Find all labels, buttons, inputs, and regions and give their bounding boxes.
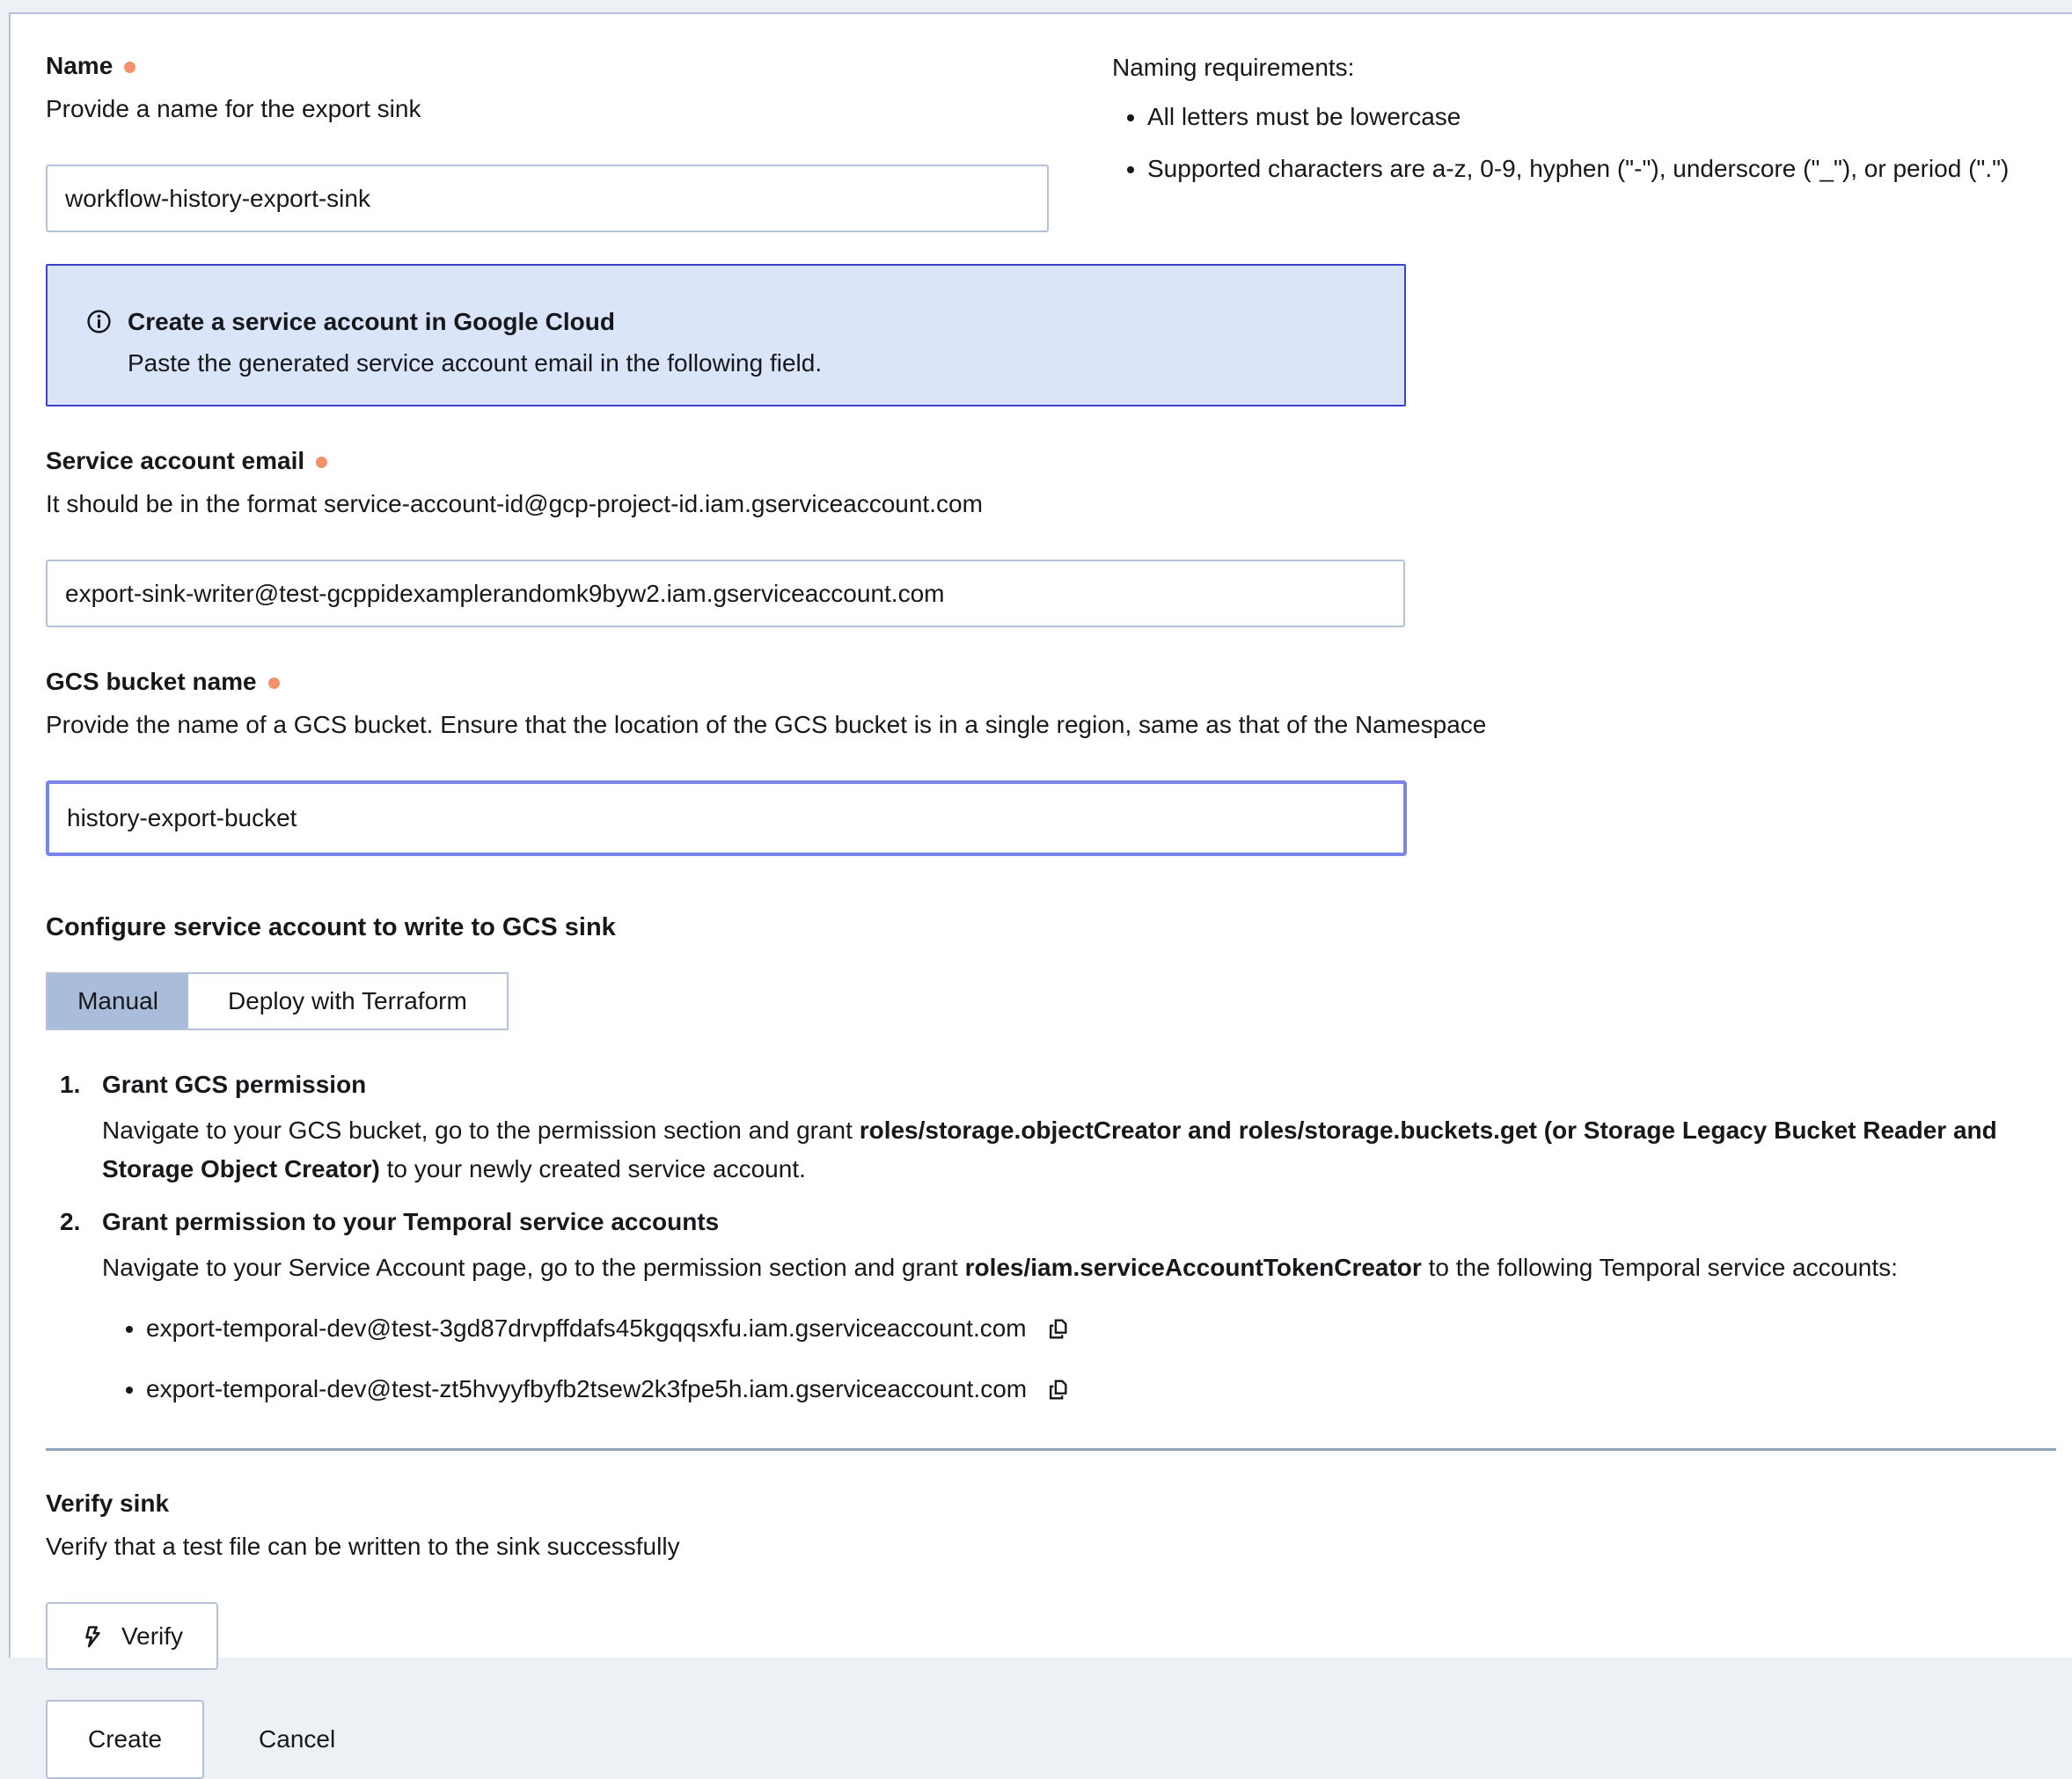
section-divider <box>46 1448 2056 1451</box>
naming-requirements-list <box>1112 102 2009 184</box>
copy-account-email-button[interactable] <box>1046 1378 1070 1402</box>
name-description: Provide a name for the export sink <box>46 95 421 122</box>
verify-sink-title: Verify sink <box>46 1490 170 1517</box>
service-account-field-group <box>46 446 2046 627</box>
service-account-description: It should be in the format service-account-id@gcp-project-id.iam.gserviceaccount.com <box>46 490 983 517</box>
naming-requirement-item: • Supported characters are a-z, 0-9, hyphen ("-"), underscore ("_"), or period (".") <box>1147 154 2009 184</box>
service-account-label <box>46 446 2046 476</box>
name-field-group <box>46 51 1058 232</box>
name-label <box>46 51 1058 81</box>
bucket-label <box>46 667 2046 697</box>
info-banner-title: Create a service account in Google Cloud <box>128 308 615 335</box>
step-number: 1. <box>60 1071 81 1098</box>
export-sink-form-panel <box>9 12 2072 1753</box>
step-body-text: to your newly created service account. <box>379 1155 806 1182</box>
step-number: 2. <box>60 1208 81 1235</box>
step-body <box>102 1248 2038 1287</box>
name-and-requirements-row <box>46 51 2046 232</box>
cancel-button[interactable]: Cancel <box>259 1725 336 1753</box>
info-banner-content <box>128 307 822 378</box>
verify-sink-description: Verify that a test file can be written to the sink successfully <box>46 1533 680 1560</box>
temporal-service-account-email: • export-temporal-dev@test-3gd87drvpffdafs45kgqqsxfu.iam.gserviceaccount.com <box>146 1314 1027 1342</box>
service-account-info-banner <box>46 264 1406 406</box>
step-body <box>102 1111 2038 1189</box>
gcs-bucket-name-input[interactable] <box>46 780 1407 856</box>
create-button[interactable]: Create <box>46 1700 204 1779</box>
tab-deploy-with-terraform[interactable]: Deploy with Terraform <box>228 987 467 1014</box>
temporal-service-account-list <box>102 1314 2046 1404</box>
step-grant-gcs-permission <box>46 1069 2046 1189</box>
verify-button-label: Verify <box>121 1622 184 1650</box>
temporal-service-account-email: • export-temporal-dev@test-zt5hvyyfbyfb2tsew2k3fpe5h.iam.gserviceaccount.com <box>146 1375 1028 1402</box>
verify-button[interactable] <box>46 1602 218 1670</box>
copy-icon <box>1046 1317 1070 1341</box>
required-dot-icon <box>124 62 135 73</box>
form-actions <box>46 1700 2046 1779</box>
bucket-description: Provide the name of a GCS bucket. Ensure that the location of the GCS bucket is in a single region, same as that of the Namespace <box>46 711 1487 738</box>
required-dot-icon <box>316 457 327 468</box>
naming-requirements <box>1112 51 2009 206</box>
naming-requirements-title: Naming requirements: <box>1112 54 1355 81</box>
step-title: Grant GCS permission <box>102 1071 367 1098</box>
naming-requirement-item: • All letters must be lowercase <box>1147 102 2009 132</box>
list-item <box>146 1374 2046 1404</box>
step-body-bold-roles: roles/storage.objectCreator and roles/storage.buckets.get (or Storage Legacy Bucket Reader and Storage Object Creator) <box>102 1116 1997 1182</box>
list-item <box>146 1314 2046 1343</box>
manual-steps <box>46 1069 2046 1404</box>
step-body-text: Navigate to your Service Account page, go to the permission section and grant <box>102 1254 965 1281</box>
copy-icon <box>1046 1378 1070 1402</box>
step-body-bold-role: roles/iam.serviceAccountTokenCreator <box>964 1254 1422 1281</box>
step-body-text: to the following Temporal service accounts: <box>1421 1254 1898 1281</box>
step-grant-temporal-permission <box>46 1206 2046 1404</box>
info-banner-description: Paste the generated service account email in the following field. <box>128 349 823 377</box>
configure-tabs <box>46 972 509 1030</box>
required-dot-icon <box>268 677 280 689</box>
name-input[interactable] <box>46 165 1049 232</box>
bucket-label-text: GCS bucket name <box>46 668 257 695</box>
step-title: Grant permission to your Temporal service accounts <box>102 1208 720 1235</box>
copy-account-email-button[interactable] <box>1046 1317 1070 1341</box>
tab-manual[interactable]: Manual <box>48 974 188 1029</box>
lightning-icon <box>81 1624 106 1649</box>
step-body-text: Navigate to your GCS bucket, go to the permission section and grant <box>102 1116 860 1144</box>
service-account-label-text: Service account email <box>46 447 305 474</box>
service-account-email-input[interactable] <box>46 560 1405 627</box>
info-circle-icon <box>85 308 113 378</box>
configure-section-title: Configure service account to write to GCS sink <box>46 913 616 941</box>
name-label-text: Name <box>46 52 113 79</box>
bucket-field-group <box>46 667 2046 856</box>
